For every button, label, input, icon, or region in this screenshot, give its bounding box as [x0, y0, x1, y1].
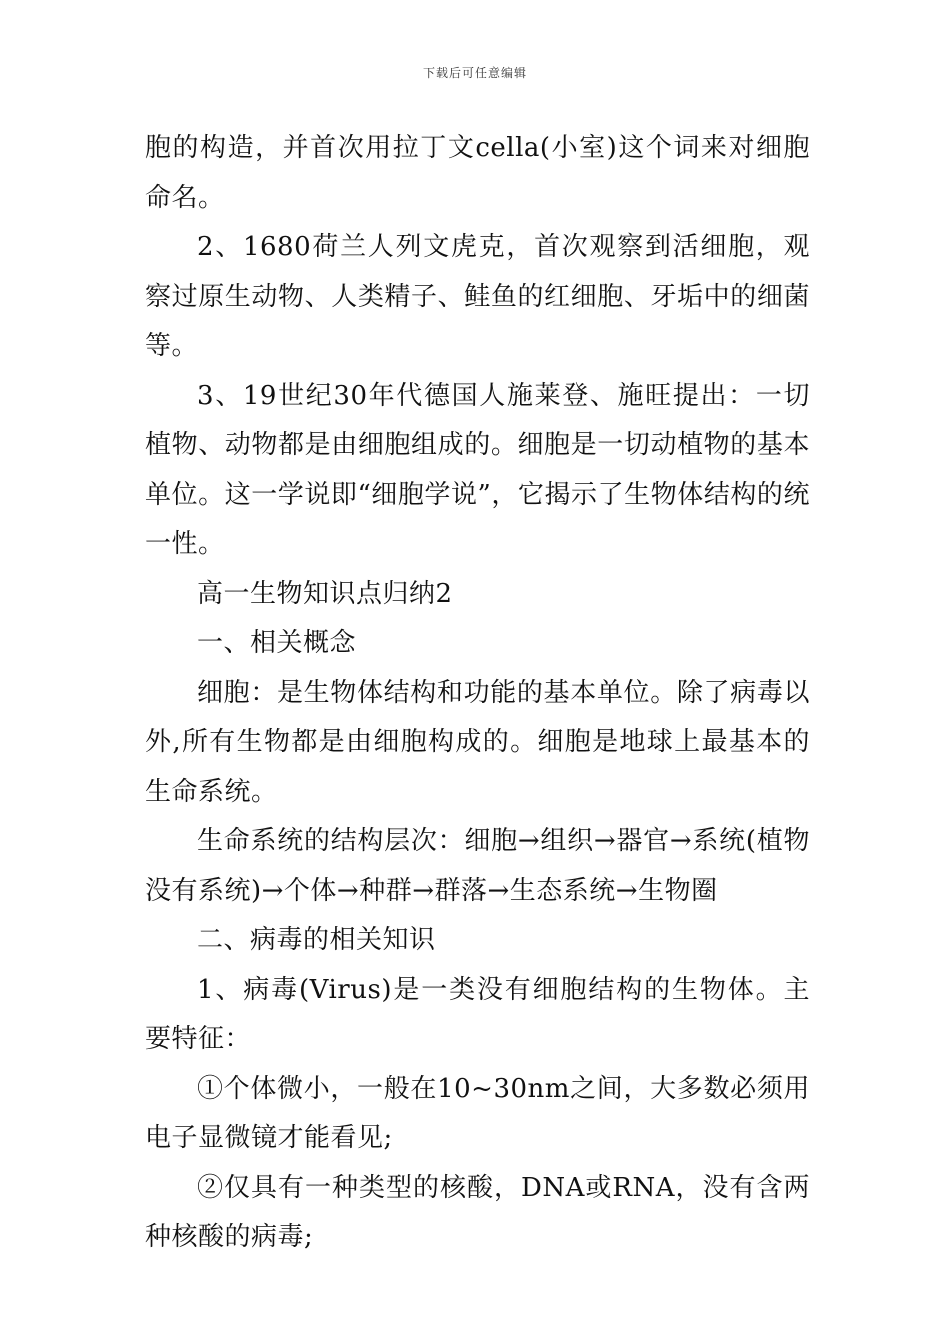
paragraph-cell-theory: 3、19世纪30年代德国人施莱登、施旺提出：一切植物、动物都是由细胞组成的。细胞是一切动植物的基本单位。这一学说即“细胞学说”，它揭示了生物体结构的统一性。 [145, 380, 810, 559]
page-header-note: 下载后可任意编辑 [422, 66, 527, 80]
paragraph-leeuwenhoek: 2、1680荷兰人列文虎克，首次观察到活细胞，观察过原生动物、人类精子、鲑鱼的红细胞、牙垢中的细菌等。 [145, 232, 810, 361]
subsection-heading-concepts: 一、相关概念 [197, 628, 357, 658]
paragraph-virus-feature-1: ①个体微小，一般在10~30nm之间，大多数必须用电子显微镜才能看见; [145, 1073, 810, 1153]
subsection-heading-virus: 二、病毒的相关知识 [197, 925, 436, 955]
section-title: 高一生物知识点归纳2 [197, 578, 453, 609]
document-body [145, 124, 810, 1263]
paragraph-virus-feature-2: ②仅具有一种类型的核酸，DNA或RNA，没有含两种核酸的病毒; [145, 1172, 810, 1252]
paragraph-cell-definition: 细胞：是生物体结构和功能的基本单位。除了病毒以外,所有生物都是由细胞构成的。细胞是地球上最基本的生命系统。 [145, 677, 810, 807]
paragraph-cell-naming: 胞的构造，并首次用拉丁文cella(小室)这个词来对细胞命名。 [145, 133, 810, 213]
paragraph-life-system-levels: 生命系统的结构层次：细胞→组织→器官→系统(植物没有系统)→个体→种群→群落→生态系统→生物圈 [145, 826, 810, 906]
paragraph-virus-definition: 1、病毒(Virus)是一类没有细胞结构的生物体。主要特征： [145, 974, 810, 1054]
